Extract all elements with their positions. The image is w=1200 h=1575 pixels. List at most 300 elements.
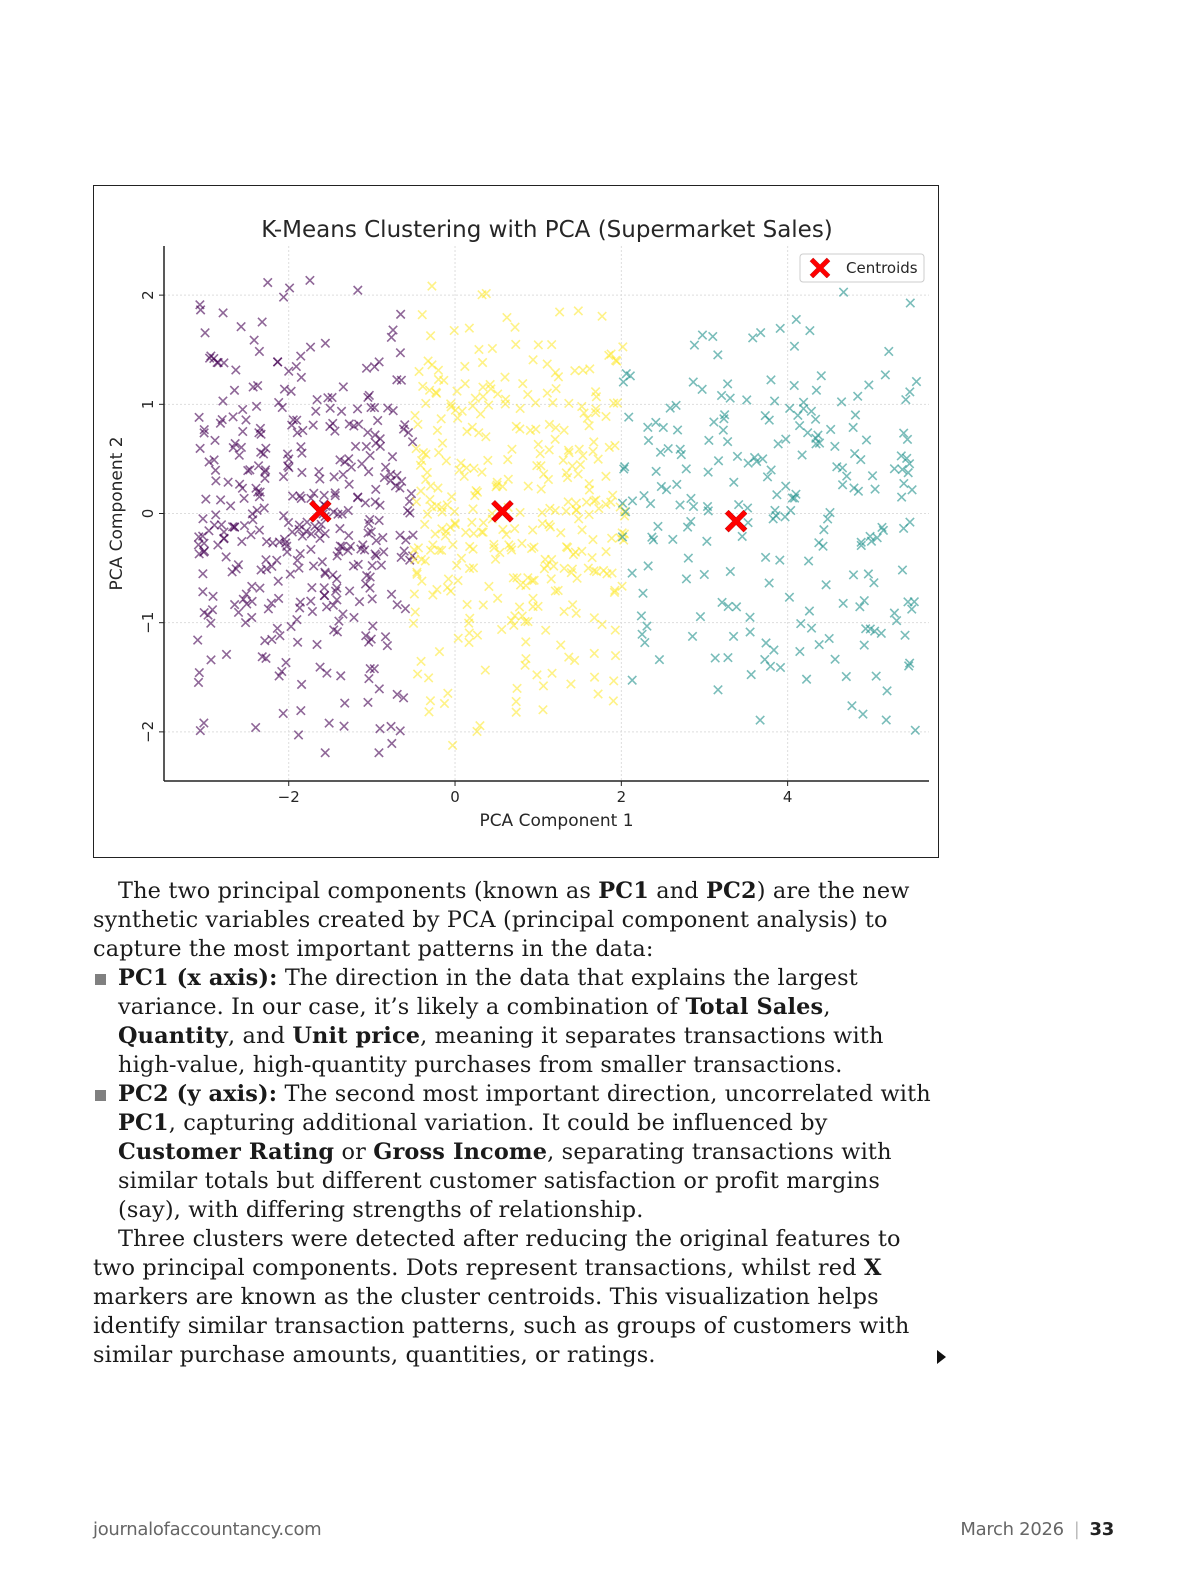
scatter-point <box>308 607 316 615</box>
scatter-point <box>434 484 442 492</box>
scatter-point <box>711 654 719 662</box>
scatter-point <box>444 575 452 583</box>
scatter-point <box>297 706 305 714</box>
scatter-point <box>345 587 353 595</box>
scatter-point <box>511 612 519 620</box>
scatter-point <box>860 641 868 649</box>
scatter-point <box>805 607 813 615</box>
scatter-point <box>673 426 681 434</box>
scatter-point <box>475 345 483 353</box>
scatter-point <box>590 673 598 681</box>
scatter-point <box>831 655 839 663</box>
scatter-point <box>537 485 545 493</box>
scatter-point <box>529 356 537 364</box>
scatter-point <box>393 601 401 609</box>
scatter-point <box>557 529 565 537</box>
scatter-point <box>258 318 266 326</box>
scatter-point <box>890 465 898 473</box>
scatter-point <box>508 445 516 453</box>
scatter-point <box>250 336 258 344</box>
scatter-point <box>652 467 660 475</box>
scatter-point <box>457 554 465 562</box>
scatter-point <box>211 466 219 474</box>
scatter-point <box>212 477 220 485</box>
scatter-point <box>569 550 577 558</box>
scatter-point <box>799 404 807 412</box>
scatter-point <box>292 362 300 370</box>
scatter-point <box>320 491 328 499</box>
scatter-point <box>879 526 887 534</box>
scatter-point <box>669 535 677 543</box>
scatter-point <box>238 537 246 545</box>
scatter-point <box>747 670 755 678</box>
scatter-point <box>644 562 652 570</box>
scatter-point <box>306 276 314 284</box>
scatter-point <box>278 403 286 411</box>
scatter-point <box>313 395 321 403</box>
scatter-point <box>746 613 754 621</box>
scatter-point <box>341 699 349 707</box>
scatter-point <box>906 299 914 307</box>
scatter-point <box>306 343 314 351</box>
scatter-point <box>676 445 684 453</box>
scatter-point <box>804 557 812 565</box>
scatter-point <box>193 636 201 644</box>
scatter-point <box>365 674 373 682</box>
scatter-point <box>481 666 489 674</box>
scatter-point <box>608 569 616 577</box>
scatter-point <box>815 640 823 648</box>
scatter-point <box>643 622 651 630</box>
scatter-point <box>444 689 452 697</box>
scatter-point <box>354 286 362 294</box>
scatter-point <box>850 449 858 457</box>
scatter-point <box>238 484 246 492</box>
scatter-point <box>503 313 511 321</box>
scatter-point <box>351 442 359 450</box>
scatter-point <box>654 522 662 530</box>
scatter-point <box>504 475 512 483</box>
scatter-point <box>512 708 520 716</box>
scatter-point <box>551 435 559 443</box>
scatter-point <box>477 528 485 536</box>
scatter-point <box>709 332 717 340</box>
scatter-point <box>610 677 618 685</box>
scatter-point <box>376 724 384 732</box>
scatter-point <box>230 386 238 394</box>
scatter-point <box>698 385 706 393</box>
continue-arrow-icon <box>937 1350 946 1364</box>
scatter-point <box>443 583 451 591</box>
scatter-point <box>851 411 859 419</box>
scatter-point <box>761 411 769 419</box>
scatter-point <box>761 553 769 561</box>
scatter-point <box>772 511 780 519</box>
scatter-point <box>460 472 468 480</box>
scatter-point <box>355 597 363 605</box>
scatter-point <box>513 684 521 692</box>
scatter-point <box>433 585 441 593</box>
x-tick-label: −2 <box>277 788 300 806</box>
summary-paragraph: Three clusters were detected after reducing the original features to two principal components. Dots represent transactions, whilst red X markers are known as the cluster centroids. This visualization helps identify similar transaction patterns, such as groups of customers with similar purchase amounts, quantities, or ratings. <box>93 1226 910 1368</box>
scatter-point <box>428 361 436 369</box>
scatter-point <box>257 448 265 456</box>
scatter-point <box>493 594 501 602</box>
scatter-point <box>247 531 255 539</box>
scatter-point <box>368 595 376 603</box>
scatter-point <box>442 457 450 465</box>
scatter-point <box>598 312 606 320</box>
scatter-point <box>723 380 731 388</box>
scatter-point <box>396 727 404 735</box>
scatter-point <box>449 541 457 549</box>
scatter-point <box>493 390 501 398</box>
scatter-point <box>239 427 247 435</box>
scatter-point <box>902 395 910 403</box>
y-tick-label: −1 <box>139 611 157 634</box>
scatter-point <box>860 596 868 604</box>
y-tick-label: 0 <box>139 508 157 519</box>
scatter-point <box>447 493 455 501</box>
scatter-point <box>573 574 581 582</box>
scatter-point <box>578 526 586 534</box>
scatter-point <box>582 498 590 506</box>
scatter-point <box>543 360 551 368</box>
scatter-point <box>407 489 415 497</box>
scatter-point <box>590 649 598 657</box>
scatter-point <box>609 697 617 705</box>
scatter-point <box>871 485 879 493</box>
scatter-point <box>618 499 626 507</box>
scatter-point <box>538 508 546 516</box>
scatter-point <box>339 470 347 478</box>
scatter-point <box>843 472 851 480</box>
scatter-point <box>321 749 329 757</box>
scatter-point <box>318 558 326 566</box>
chart-figure <box>93 185 939 858</box>
page-number: 33 <box>1089 1519 1114 1540</box>
scatter-point <box>469 529 477 537</box>
scatter-point <box>368 561 376 569</box>
scatter-point <box>330 626 338 634</box>
scatter-point <box>807 624 815 632</box>
scatter-point <box>776 663 784 671</box>
scatter-point <box>465 638 473 646</box>
scatter-point <box>201 329 209 337</box>
scatter-point <box>309 562 317 570</box>
scatter-point <box>868 472 876 480</box>
scatter-point <box>743 396 751 404</box>
scatter-point <box>248 582 256 590</box>
scatter-point <box>516 404 524 412</box>
scatter-point <box>776 556 784 564</box>
list-item-pc1: PC1 (x axis): The direction in the data that explains the largest variance. In our case, it’s likely a combination of Total Sales, Quantity, and Unit price, meaning it separates transactions with high-value, high-quantity purchases from smaller transactions. <box>93 964 943 1080</box>
scatter-point <box>298 468 306 476</box>
scatter-point <box>859 710 867 718</box>
scatter-point <box>347 463 355 471</box>
scatter-point <box>803 429 811 437</box>
scatter-point <box>354 493 362 501</box>
scatter-point <box>199 588 207 596</box>
scatter-point <box>646 499 654 507</box>
scatter-point <box>275 398 283 406</box>
scatter-point <box>498 482 506 490</box>
scatter-point <box>579 366 587 374</box>
scatter-point <box>423 468 431 476</box>
scatter-point <box>461 380 469 388</box>
scatter-point <box>440 699 448 707</box>
scatter-point <box>849 423 857 431</box>
scatter-point <box>576 460 584 468</box>
scatter-point <box>411 411 419 419</box>
scatter-point <box>641 638 649 646</box>
scatter-point <box>689 502 697 510</box>
scatter-point <box>906 518 914 526</box>
scatter-point <box>473 631 481 639</box>
scatter-point <box>811 415 819 423</box>
scatter-point <box>316 663 324 671</box>
scatter-point <box>734 500 742 508</box>
scatter-point <box>504 455 512 463</box>
scatter-point <box>539 706 547 714</box>
scatter-point <box>594 690 602 698</box>
scatter-point <box>396 310 404 318</box>
scatter-point <box>522 581 530 589</box>
scatter-point <box>330 473 338 481</box>
scatter-point <box>350 613 358 621</box>
scatter-point <box>515 603 523 611</box>
scatter-point <box>637 612 645 620</box>
scatter-point <box>387 590 395 598</box>
data-points <box>193 276 920 757</box>
scatter-point <box>373 416 381 424</box>
scatter-point <box>375 749 383 757</box>
scatter-point <box>714 457 722 465</box>
scatter-point <box>574 470 582 478</box>
scatter-point <box>568 462 576 470</box>
scatter-point <box>501 373 509 381</box>
scatter-point <box>315 467 323 475</box>
scatter-point <box>199 570 207 578</box>
scatter-point <box>364 698 372 706</box>
scatter-point <box>684 554 692 562</box>
scatter-point <box>333 596 341 604</box>
scatter-point <box>307 545 315 553</box>
scatter-point <box>618 582 626 590</box>
scatter-point <box>557 641 565 649</box>
x-axis-label: PCA Component 1 <box>479 811 634 831</box>
scatter-point <box>279 709 287 717</box>
scatter-chart <box>94 186 940 859</box>
scatter-point <box>512 340 520 348</box>
scatter-point <box>194 678 202 686</box>
scatter-point <box>911 726 919 734</box>
scatter-point <box>469 505 477 513</box>
scatter-point <box>361 499 369 507</box>
scatter-point <box>786 404 794 412</box>
scatter-point <box>785 593 793 601</box>
scatter-point <box>257 566 265 574</box>
scatter-point <box>458 407 466 415</box>
scatter-point <box>229 413 237 421</box>
scatter-point <box>465 629 473 637</box>
scatter-point <box>370 363 378 371</box>
scatter-point <box>900 479 908 487</box>
scatter-point <box>428 282 436 290</box>
scatter-point <box>519 379 527 387</box>
scatter-point <box>294 731 302 739</box>
centroid-marker <box>309 500 331 522</box>
scatter-point <box>232 366 240 374</box>
scatter-point <box>220 534 228 542</box>
scatter-point <box>534 341 542 349</box>
scatter-point <box>242 416 250 424</box>
scatter-point <box>770 646 778 654</box>
scatter-point <box>795 421 803 429</box>
scatter-point <box>547 575 555 583</box>
scatter-point <box>312 407 320 415</box>
scatter-point <box>381 633 389 641</box>
scatter-point <box>484 401 492 409</box>
scatter-point <box>279 293 287 301</box>
scatter-point <box>910 598 918 606</box>
scatter-point <box>516 425 524 433</box>
scatter-point <box>371 431 379 439</box>
scatter-point <box>295 564 303 572</box>
scatter-point <box>619 378 627 386</box>
scatter-point <box>311 522 319 530</box>
scatter-point <box>549 398 557 406</box>
scatter-point <box>560 607 568 615</box>
scatter-point <box>353 405 361 413</box>
scatter-point <box>320 591 328 599</box>
scatter-point <box>865 381 873 389</box>
article-body <box>93 877 943 1370</box>
scatter-point <box>548 669 556 677</box>
scatter-point <box>362 364 370 372</box>
footer-page-info <box>960 1519 1114 1540</box>
scatter-point <box>726 567 734 575</box>
scatter-point <box>454 576 462 584</box>
scatter-point <box>738 532 746 540</box>
scatter-point <box>207 619 215 627</box>
scatter-point <box>437 415 445 423</box>
scatter-point <box>571 367 579 375</box>
scatter-point <box>252 402 260 410</box>
scatter-point <box>240 494 248 502</box>
scatter-point <box>790 342 798 350</box>
scatter-point <box>240 521 248 529</box>
scatter-point <box>309 421 317 429</box>
scatter-point <box>478 358 486 366</box>
scatter-point <box>756 328 764 336</box>
scatter-point <box>195 413 203 421</box>
scatter-point <box>820 526 828 534</box>
square-bullet-icon <box>95 1090 106 1101</box>
scatter-point <box>264 278 272 286</box>
scatter-point <box>554 373 562 381</box>
scatter-point <box>387 333 395 341</box>
scatter-point <box>409 531 417 539</box>
scatter-point <box>622 369 630 377</box>
scatter-point <box>393 376 401 384</box>
scatter-point <box>872 672 880 680</box>
scatter-point <box>469 402 477 410</box>
scatter-point <box>572 506 580 514</box>
scatter-point <box>453 387 461 395</box>
scatter-point <box>687 494 695 502</box>
scatter-point <box>749 334 757 342</box>
scatter-point <box>602 547 610 555</box>
scatter-point <box>361 580 369 588</box>
square-bullet-icon <box>95 974 106 985</box>
scatter-point <box>404 428 412 436</box>
scatter-point <box>837 398 845 406</box>
scatter-point <box>528 526 536 534</box>
scatter-point <box>717 391 725 399</box>
scatter-point <box>389 326 397 334</box>
scatter-point <box>774 440 782 448</box>
scatter-point <box>321 569 329 577</box>
scatter-point <box>664 444 672 452</box>
scatter-point <box>261 637 269 645</box>
scatter-point <box>767 376 775 384</box>
scatter-point <box>426 482 434 490</box>
scatter-point <box>842 672 850 680</box>
scatter-point <box>536 449 544 457</box>
scatter-point <box>839 599 847 607</box>
scatter-point <box>452 561 460 569</box>
scatter-point <box>219 309 227 317</box>
scatter-point <box>656 448 664 456</box>
scatter-point <box>471 394 479 402</box>
scatter-point <box>234 608 242 616</box>
scatter-point <box>409 619 417 627</box>
scatter-point <box>469 545 477 553</box>
scatter-point <box>534 602 542 610</box>
scatter-point <box>881 371 889 379</box>
scatter-point <box>285 284 293 292</box>
scatter-point <box>648 533 656 541</box>
scatter-point <box>640 491 648 499</box>
scatter-point <box>479 528 487 536</box>
scatter-point <box>883 687 891 695</box>
scatter-point <box>838 481 846 489</box>
scatter-point <box>262 556 270 564</box>
scatter-point <box>308 583 316 591</box>
scatter-point <box>297 680 305 688</box>
scatter-point <box>345 480 353 488</box>
scatter-point <box>854 392 862 400</box>
scatter-point <box>204 611 212 619</box>
scatter-point <box>426 332 434 340</box>
scatter-point <box>644 436 652 444</box>
scatter-point <box>639 589 647 597</box>
scatter-point <box>531 399 539 407</box>
scatter-point <box>529 594 537 602</box>
scatter-point <box>329 419 337 427</box>
scatter-point <box>273 556 281 564</box>
scatter-point <box>766 662 774 670</box>
scatter-point <box>756 716 764 724</box>
scatter-point <box>589 447 597 455</box>
legend-label: Centroids <box>846 259 918 277</box>
scatter-point <box>882 716 890 724</box>
scatter-point <box>226 502 234 510</box>
scatter-point <box>890 609 898 617</box>
scatter-point <box>510 524 518 532</box>
scatter-point <box>251 723 259 731</box>
